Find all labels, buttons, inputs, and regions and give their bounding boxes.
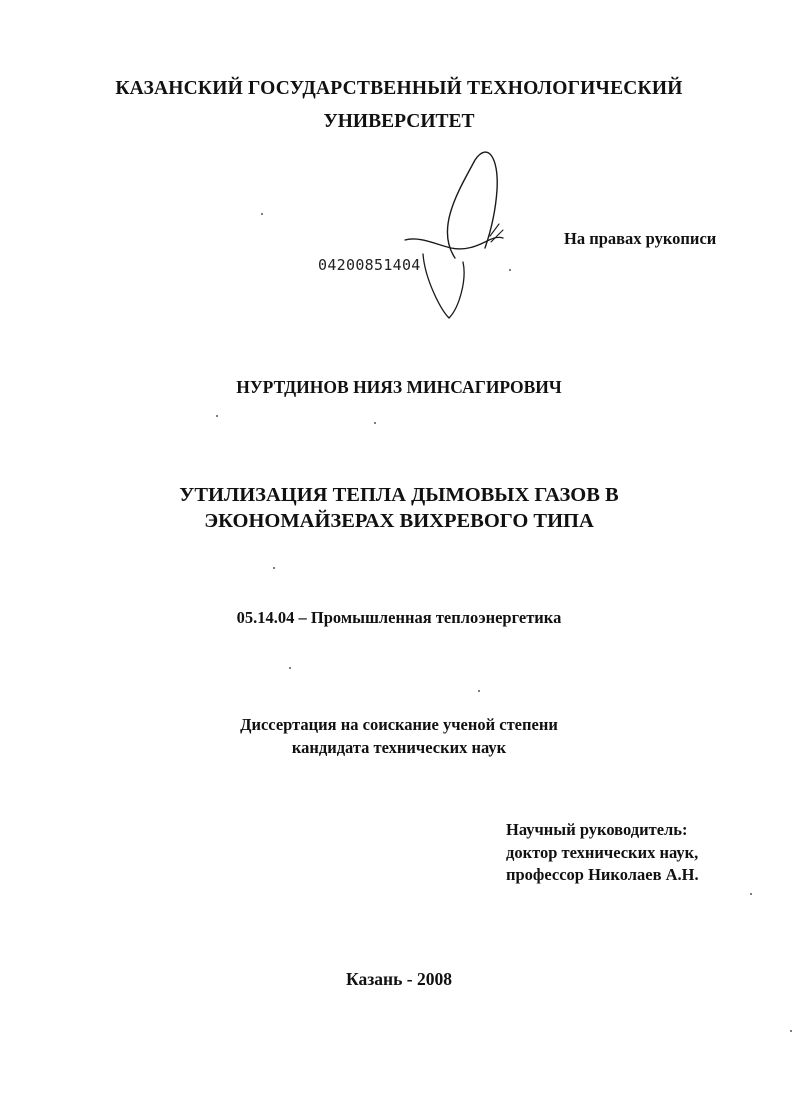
scan-speck [478,690,480,692]
scan-speck [261,213,263,215]
scan-speck [790,1030,792,1032]
city-year: Казань - 2008 [346,969,452,989]
scan-speck [374,422,376,424]
author-name: НУРТДИНОВ НИЯЗ МИНСАГИРОВИЧ [236,377,562,397]
thesis-title-line1: УТИЛИЗАЦИЯ ТЕПЛА ДЫМОВЫХ ГАЗОВ В [179,484,619,506]
thesis-title-line2: ЭКОНОМАЙЗЕРАХ ВИХРЕВОГО ТИПА [204,510,594,532]
advisor-label: Научный руководитель: [506,820,688,839]
university-name-line1: КАЗАНСКИЙ ГОСУДАРСТВЕННЫЙ ТЕХНОЛОГИЧЕСКИЙ [115,78,683,99]
scan-speck [289,667,291,669]
dissertation-degree-line1: Диссертация на соискание ученой степени [240,715,558,734]
library-accession-number: 04200851404 [318,256,421,274]
scan-speck [216,415,218,417]
university-name-line2: УНИВЕРСИТЕТ [323,111,475,132]
specialty-code: 05.14.04 – Промышленная теплоэнергетика [236,608,562,627]
scan-speck [273,567,275,569]
advisor-degree: доктор технических наук, [506,843,699,862]
dissertation-degree-line2: кандидата технических наук [291,738,507,757]
handwritten-signature [395,150,515,330]
scan-speck [509,269,511,271]
scan-speck [750,893,752,895]
manuscript-rights-note: На правах рукописи [564,229,717,248]
advisor-name: профессор Николаев А.Н. [506,865,699,884]
